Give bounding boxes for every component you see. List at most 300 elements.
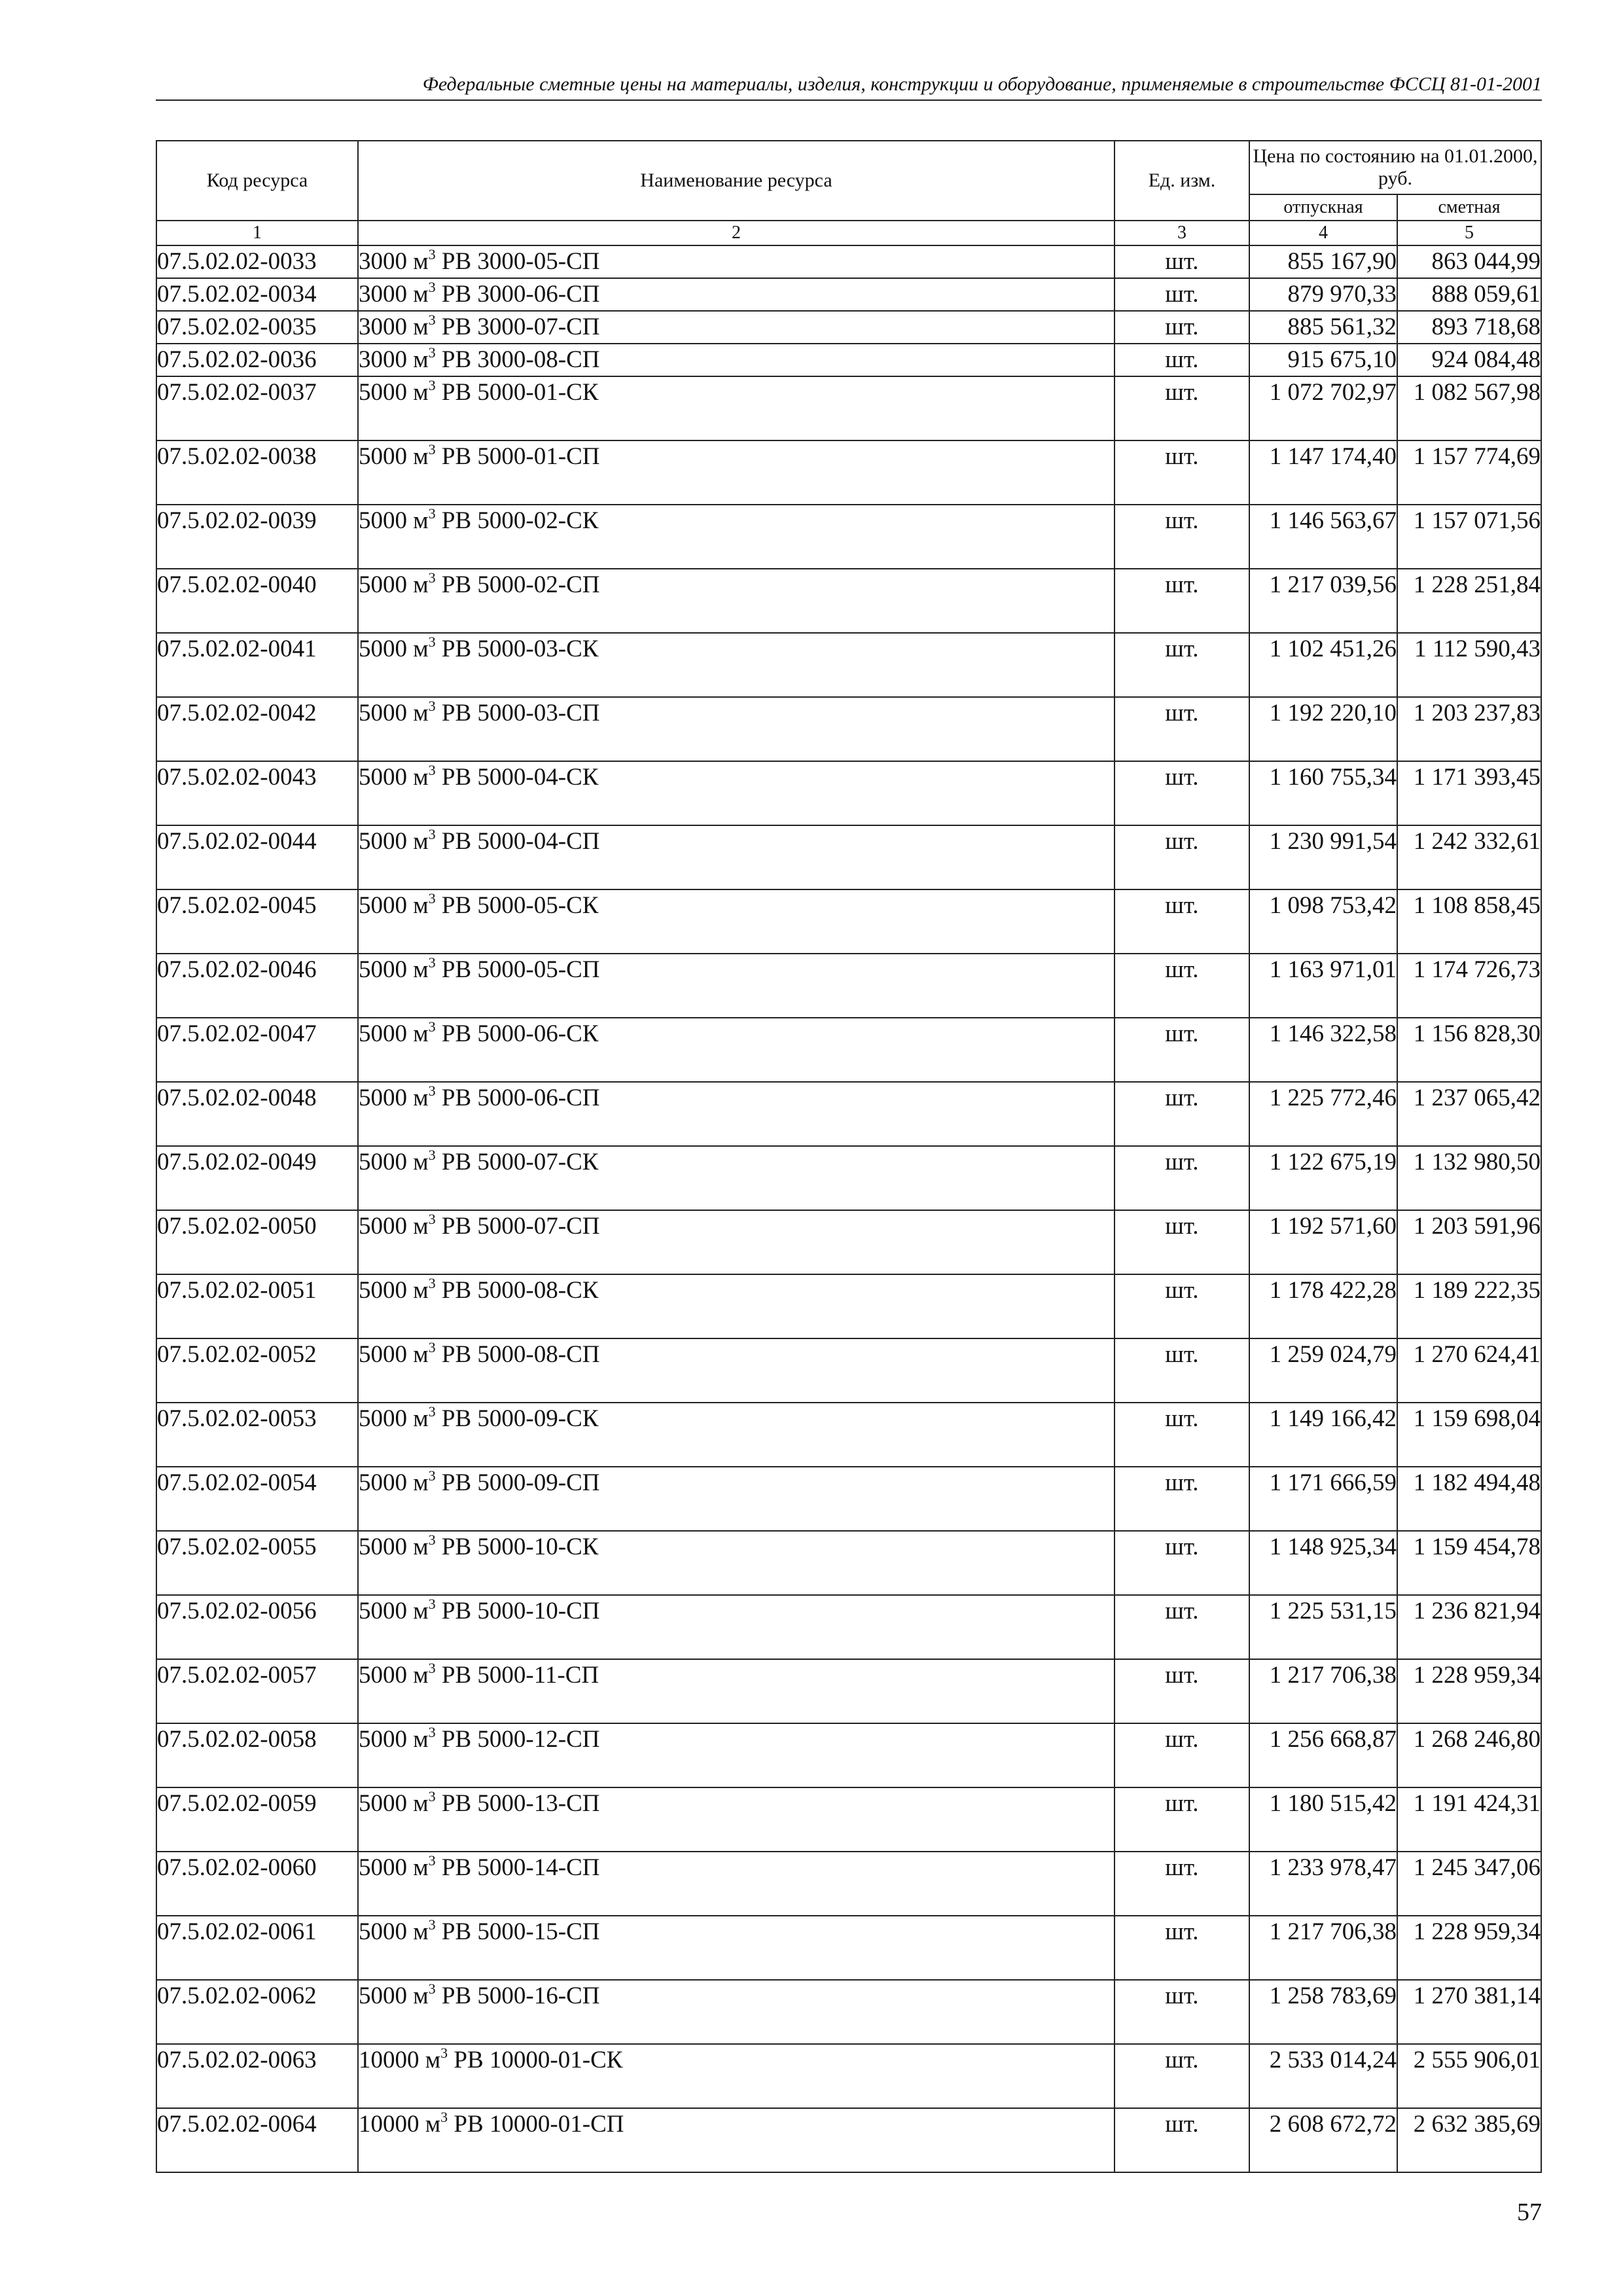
column-number: 3 [1115, 221, 1249, 245]
price-release: 1 072 702,97 [1269, 379, 1397, 406]
price-estimate-cell [1397, 1210, 1541, 1274]
price-estimate-cell [1397, 1338, 1541, 1403]
resource-name [358, 889, 1115, 954]
resource-volume: 5000 м [359, 700, 429, 726]
price-release-cell [1249, 311, 1397, 344]
price-estimate: 1 108 858,45 [1413, 892, 1541, 919]
price-estimate-cell [1397, 440, 1541, 505]
price-release: 1 180 515,42 [1269, 1790, 1397, 1817]
resource-volume: 5000 м [359, 571, 429, 598]
header-price-release: отпускная [1249, 194, 1397, 221]
price-release-cell [1249, 2044, 1397, 2108]
resource-mark: РВ 3000-07-СП [435, 314, 600, 340]
unit-of-measure: шт. [1115, 1274, 1249, 1338]
price-release-cell [1249, 245, 1397, 278]
table-row [156, 278, 1541, 311]
price-release-cell [1249, 505, 1397, 569]
resource-code: 07.5.02.02-0039 [156, 505, 358, 569]
price-estimate-cell [1397, 1403, 1541, 1467]
resource-mark: РВ 5000-08-СП [435, 1341, 600, 1368]
resource-name [358, 278, 1115, 311]
table-row [156, 889, 1541, 954]
resource-code: 07.5.02.02-0047 [156, 1018, 358, 1082]
price-release-cell [1249, 1210, 1397, 1274]
price-release: 1 258 783,69 [1269, 1982, 1397, 2009]
price-release-cell [1249, 697, 1397, 761]
unit-of-measure: шт. [1115, 311, 1249, 344]
unit-of-measure: шт. [1115, 505, 1249, 569]
unit-exponent: 3 [428, 1275, 436, 1291]
price-estimate-cell [1397, 1018, 1541, 1082]
price-release-cell [1249, 889, 1397, 954]
unit-of-measure: шт. [1115, 569, 1249, 633]
table-row [156, 954, 1541, 1018]
price-release: 1 225 531,15 [1269, 1598, 1397, 1624]
price-estimate-cell [1397, 1146, 1541, 1210]
price-release-cell [1249, 1787, 1397, 1852]
resource-name [358, 697, 1115, 761]
resource-mark: РВ 10000-01-СК [448, 2047, 623, 2073]
price-table [156, 140, 1542, 2173]
price-estimate-cell [1397, 278, 1541, 311]
price-release-cell [1249, 761, 1397, 825]
table-row [156, 311, 1541, 344]
price-release: 1 178 422,28 [1269, 1277, 1397, 1304]
unit-of-measure: шт. [1115, 1852, 1249, 1916]
unit-exponent: 3 [428, 1018, 436, 1035]
unit-of-measure: шт. [1115, 825, 1249, 889]
resource-mark: РВ 5000-08-СК [435, 1277, 599, 1304]
resource-code: 07.5.02.02-0044 [156, 825, 358, 889]
price-release-cell [1249, 1467, 1397, 1531]
column-number: 5 [1397, 221, 1541, 245]
resource-code: 07.5.02.02-0038 [156, 440, 358, 505]
table-row [156, 2044, 1541, 2108]
resource-name [358, 1403, 1115, 1467]
unit-of-measure: шт. [1115, 1595, 1249, 1659]
unit-exponent: 3 [428, 1981, 436, 1997]
price-release: 1 149 166,42 [1269, 1405, 1397, 1432]
resource-code: 07.5.02.02-0063 [156, 2044, 358, 2108]
price-release-cell [1249, 1852, 1397, 1916]
resource-name [358, 245, 1115, 278]
price-estimate-cell [1397, 633, 1541, 697]
unit-of-measure: шт. [1115, 376, 1249, 440]
unit-exponent: 3 [428, 1339, 436, 1355]
header-name: Наименование ресурса [358, 141, 1115, 221]
unit-exponent: 3 [428, 441, 436, 457]
price-estimate-cell [1397, 245, 1541, 278]
resource-mark: РВ 5000-06-СК [435, 1020, 599, 1047]
resource-name [358, 1723, 1115, 1787]
resource-mark: РВ 5000-13-СП [435, 1790, 600, 1817]
unit-of-measure: шт. [1115, 2044, 1249, 2108]
unit-exponent: 3 [428, 1403, 436, 1420]
price-release-cell [1249, 344, 1397, 376]
price-release-cell [1249, 1082, 1397, 1146]
resource-mark: РВ 5000-14-СП [435, 1854, 600, 1881]
resource-name [358, 825, 1115, 889]
unit-of-measure: шт. [1115, 1787, 1249, 1852]
unit-of-measure: шт. [1115, 761, 1249, 825]
price-estimate: 1 203 591,96 [1413, 1213, 1541, 1240]
price-estimate-cell [1397, 2044, 1541, 2108]
resource-code: 07.5.02.02-0057 [156, 1659, 358, 1723]
resource-mark: РВ 5000-09-СП [435, 1469, 600, 1496]
price-release-cell [1249, 1723, 1397, 1787]
resource-volume: 5000 м [359, 1726, 429, 1753]
table-row [156, 1467, 1541, 1531]
resource-name [358, 1338, 1115, 1403]
resource-name [358, 569, 1115, 633]
price-estimate: 1 242 332,61 [1413, 828, 1541, 855]
price-estimate: 924 084,48 [1431, 346, 1541, 373]
price-release: 915 675,10 [1287, 346, 1397, 373]
price-release: 879 970,33 [1287, 281, 1397, 308]
unit-exponent: 3 [428, 762, 436, 778]
resource-code: 07.5.02.02-0041 [156, 633, 358, 697]
unit-exponent: 3 [428, 1532, 436, 1548]
resource-name [358, 344, 1115, 376]
resource-volume: 5000 м [359, 1982, 429, 2009]
table-row [156, 440, 1541, 505]
resource-name [358, 1852, 1115, 1916]
table-row [156, 1018, 1541, 1082]
resource-mark: РВ 5000-16-СП [435, 1982, 600, 2009]
resource-volume: 5000 м [359, 1854, 429, 1881]
running-header: Федеральные сметные цены на материалы, изделия, конструкции и оборудование, применяемые в строительстве ФССЦ 81-01-2001 [156, 73, 1542, 101]
price-release: 1 230 991,54 [1269, 828, 1397, 855]
price-estimate-cell [1397, 344, 1541, 376]
unit-exponent: 3 [440, 2109, 448, 2125]
page-number: 57 [1517, 2198, 1542, 2226]
price-release: 1 098 753,42 [1269, 892, 1397, 919]
unit-exponent: 3 [428, 1083, 436, 1099]
unit-exponent: 3 [428, 1467, 436, 1484]
resource-name [358, 1595, 1115, 1659]
table-row [156, 1852, 1541, 1916]
resource-code: 07.5.02.02-0052 [156, 1338, 358, 1403]
price-estimate-cell [1397, 1595, 1541, 1659]
price-release-cell [1249, 1659, 1397, 1723]
resource-code: 07.5.02.02-0033 [156, 245, 358, 278]
resource-volume: 3000 м [359, 346, 429, 373]
unit-exponent: 3 [428, 954, 436, 971]
resource-volume: 5000 м [359, 1277, 429, 1304]
resource-volume: 5000 м [359, 443, 429, 470]
price-release: 1 217 706,38 [1269, 1918, 1397, 1945]
price-estimate: 1 132 980,50 [1413, 1149, 1541, 1175]
unit-of-measure: шт. [1115, 344, 1249, 376]
resource-name [358, 1531, 1115, 1595]
price-estimate: 863 044,99 [1431, 248, 1541, 275]
resource-mark: РВ 5000-01-СК [435, 379, 599, 406]
unit-of-measure: шт. [1115, 1403, 1249, 1467]
resource-mark: РВ 5000-06-СП [435, 1085, 600, 1111]
resource-code: 07.5.02.02-0056 [156, 1595, 358, 1659]
price-estimate-cell [1397, 1531, 1541, 1595]
header-price-group: Цена по состоянию на 01.01.2000, руб. [1249, 141, 1541, 194]
resource-name [358, 1210, 1115, 1274]
resource-volume: 5000 м [359, 1469, 429, 1496]
price-estimate: 1 171 393,45 [1413, 764, 1541, 791]
resource-volume: 5000 м [359, 1405, 429, 1432]
resource-volume: 5000 м [359, 956, 429, 983]
unit-of-measure: шт. [1115, 1018, 1249, 1082]
resource-name [358, 1980, 1115, 2044]
price-estimate-cell [1397, 311, 1541, 344]
resource-mark: РВ 5000-03-СП [435, 700, 600, 726]
unit-exponent: 3 [428, 377, 436, 393]
price-release: 1 259 024,79 [1269, 1341, 1397, 1368]
resource-code: 07.5.02.02-0046 [156, 954, 358, 1018]
price-estimate-cell [1397, 761, 1541, 825]
price-release: 1 160 755,34 [1269, 764, 1397, 791]
price-estimate: 2 632 385,69 [1413, 2111, 1541, 2138]
resource-code: 07.5.02.02-0036 [156, 344, 358, 376]
resource-name [358, 761, 1115, 825]
price-release-cell [1249, 1403, 1397, 1467]
resource-mark: РВ 3000-06-СП [435, 281, 600, 308]
table-row [156, 569, 1541, 633]
price-estimate-cell [1397, 1082, 1541, 1146]
header-price-estimate: сметная [1397, 194, 1541, 221]
price-release-cell [1249, 2108, 1397, 2172]
resource-code: 07.5.02.02-0050 [156, 1210, 358, 1274]
table-row [156, 1531, 1541, 1595]
resource-code: 07.5.02.02-0045 [156, 889, 358, 954]
table-row [156, 1146, 1541, 1210]
unit-exponent: 3 [428, 279, 436, 295]
resource-name [358, 633, 1115, 697]
resource-mark: РВ 5000-07-СК [435, 1149, 599, 1175]
resource-mark: РВ 5000-02-СК [435, 507, 599, 534]
unit-exponent: 3 [428, 698, 436, 714]
resource-name [358, 1916, 1115, 1980]
unit-exponent: 3 [428, 890, 436, 906]
unit-exponent: 3 [428, 1788, 436, 1804]
price-estimate-cell [1397, 954, 1541, 1018]
unit-exponent: 3 [428, 1916, 436, 1933]
column-number: 2 [358, 221, 1115, 245]
price-release: 1 225 772,46 [1269, 1085, 1397, 1111]
price-estimate: 1 236 821,94 [1413, 1598, 1541, 1624]
table-row [156, 245, 1541, 278]
price-release: 1 146 322,58 [1269, 1020, 1397, 1047]
price-estimate: 1 174 726,73 [1413, 956, 1541, 983]
resource-volume: 5000 м [359, 636, 429, 662]
resource-name [358, 311, 1115, 344]
resource-code: 07.5.02.02-0061 [156, 1916, 358, 1980]
header-unit: Ед. изм. [1115, 141, 1249, 221]
price-release: 855 167,90 [1287, 248, 1397, 275]
resource-volume: 5000 м [359, 1534, 429, 1560]
resource-code: 07.5.02.02-0054 [156, 1467, 358, 1531]
resource-volume: 5000 м [359, 507, 429, 534]
resource-mark: РВ 5000-05-СК [435, 892, 599, 919]
resource-mark: РВ 5000-12-СП [435, 1726, 600, 1753]
price-estimate: 1 082 567,98 [1413, 379, 1541, 406]
price-estimate: 1 191 424,31 [1413, 1790, 1541, 1817]
unit-of-measure: шт. [1115, 278, 1249, 311]
unit-of-measure: шт. [1115, 1980, 1249, 2044]
price-estimate: 1 157 774,69 [1413, 443, 1541, 470]
resource-code: 07.5.02.02-0040 [156, 569, 358, 633]
unit-exponent: 3 [428, 505, 436, 522]
resource-code: 07.5.02.02-0064 [156, 2108, 358, 2172]
table-row [156, 761, 1541, 825]
price-estimate: 1 245 347,06 [1413, 1854, 1541, 1881]
price-release-cell [1249, 278, 1397, 311]
unit-exponent: 3 [428, 826, 436, 842]
resource-code: 07.5.02.02-0060 [156, 1852, 358, 1916]
table-row [156, 376, 1541, 440]
resource-mark: РВ 5000-05-СП [435, 956, 600, 983]
table-row [156, 1723, 1541, 1787]
column-number: 1 [156, 221, 358, 245]
resource-volume: 5000 м [359, 1598, 429, 1624]
resource-mark: РВ 5000-15-СП [435, 1918, 600, 1945]
resource-mark: РВ 5000-11-СП [435, 1662, 599, 1689]
resource-mark: РВ 5000-04-СК [435, 764, 599, 791]
resource-name [358, 1787, 1115, 1852]
resource-mark: РВ 5000-10-СП [435, 1598, 600, 1624]
table-row [156, 1274, 1541, 1338]
price-estimate: 1 203 237,83 [1413, 700, 1541, 726]
table-row [156, 1210, 1541, 1274]
price-estimate-cell [1397, 1274, 1541, 1338]
unit-exponent: 3 [428, 1211, 436, 1227]
resource-name [358, 1467, 1115, 1531]
price-estimate-cell [1397, 1787, 1541, 1852]
table-row [156, 1787, 1541, 1852]
table-row [156, 505, 1541, 569]
resource-mark: РВ 5000-04-СП [435, 828, 600, 855]
unit-of-measure: шт. [1115, 2108, 1249, 2172]
resource-name [358, 376, 1115, 440]
resource-code: 07.5.02.02-0058 [156, 1723, 358, 1787]
resource-code: 07.5.02.02-0037 [156, 376, 358, 440]
unit-of-measure: шт. [1115, 1082, 1249, 1146]
resource-code: 07.5.02.02-0042 [156, 697, 358, 761]
price-estimate-cell [1397, 1980, 1541, 2044]
table-row [156, 2108, 1541, 2172]
unit-of-measure: шт. [1115, 440, 1249, 505]
unit-of-measure: шт. [1115, 1210, 1249, 1274]
price-release: 1 256 668,87 [1269, 1726, 1397, 1753]
resource-volume: 3000 м [359, 314, 429, 340]
unit-of-measure: шт. [1115, 1338, 1249, 1403]
table-row [156, 1338, 1541, 1403]
table-row [156, 697, 1541, 761]
resource-volume: 5000 м [359, 1020, 429, 1047]
unit-exponent: 3 [428, 344, 436, 361]
unit-of-measure: шт. [1115, 697, 1249, 761]
table-row [156, 1980, 1541, 2044]
table-row [156, 1403, 1541, 1467]
price-release-cell [1249, 376, 1397, 440]
price-estimate-cell [1397, 376, 1541, 440]
price-release: 1 102 451,26 [1269, 636, 1397, 662]
table-row [156, 1659, 1541, 1723]
resource-volume: 5000 м [359, 764, 429, 791]
price-release-cell [1249, 1274, 1397, 1338]
resource-mark: РВ 10000-01-СП [448, 2111, 624, 2138]
price-release: 1 217 706,38 [1269, 1662, 1397, 1689]
resource-volume: 10000 м [359, 2111, 441, 2138]
resource-volume: 5000 м [359, 1149, 429, 1175]
resource-mark: РВ 3000-05-СП [435, 248, 600, 275]
price-estimate-cell [1397, 1467, 1541, 1531]
price-estimate-cell [1397, 1659, 1541, 1723]
price-release-cell [1249, 440, 1397, 505]
unit-of-measure: шт. [1115, 889, 1249, 954]
price-estimate: 1 112 590,43 [1414, 636, 1541, 662]
resource-volume: 3000 м [359, 248, 429, 275]
price-estimate: 2 555 906,01 [1413, 2047, 1541, 2073]
price-release-cell [1249, 1146, 1397, 1210]
price-estimate: 1 237 065,42 [1413, 1085, 1541, 1111]
unit-of-measure: шт. [1115, 245, 1249, 278]
unit-exponent: 3 [428, 1660, 436, 1676]
resource-name [358, 440, 1115, 505]
price-estimate: 1 159 454,78 [1413, 1534, 1541, 1560]
unit-exponent: 3 [428, 1724, 436, 1740]
resource-code: 07.5.02.02-0051 [156, 1274, 358, 1338]
price-estimate-cell [1397, 825, 1541, 889]
price-release-cell [1249, 954, 1397, 1018]
price-release-cell [1249, 1338, 1397, 1403]
unit-of-measure: шт. [1115, 1916, 1249, 1980]
resource-code: 07.5.02.02-0049 [156, 1146, 358, 1210]
resource-mark: РВ 3000-08-СП [435, 346, 600, 373]
unit-exponent: 3 [428, 1852, 436, 1869]
unit-exponent: 3 [428, 312, 436, 328]
price-estimate-cell [1397, 505, 1541, 569]
resource-volume: 5000 м [359, 1918, 429, 1945]
price-release-cell [1249, 825, 1397, 889]
price-estimate: 1 270 381,14 [1413, 1982, 1541, 2009]
resource-volume: 5000 м [359, 1085, 429, 1111]
resource-name [358, 505, 1115, 569]
header-code: Код ресурса [156, 141, 358, 221]
price-estimate-cell [1397, 697, 1541, 761]
resource-name [358, 1274, 1115, 1338]
unit-of-measure: шт. [1115, 954, 1249, 1018]
resource-volume: 5000 м [359, 1790, 429, 1817]
resource-name [358, 2108, 1115, 2172]
resource-name [358, 2044, 1115, 2108]
unit-exponent: 3 [428, 1147, 436, 1163]
resource-volume: 5000 м [359, 1341, 429, 1368]
unit-of-measure: шт. [1115, 633, 1249, 697]
price-estimate: 1 228 959,34 [1413, 1918, 1541, 1945]
unit-of-measure: шт. [1115, 1723, 1249, 1787]
unit-of-measure: шт. [1115, 1467, 1249, 1531]
table-row [156, 344, 1541, 376]
price-estimate: 1 159 698,04 [1413, 1405, 1541, 1432]
price-release-cell [1249, 569, 1397, 633]
resource-volume: 3000 м [359, 281, 429, 308]
price-release: 2 533 014,24 [1269, 2047, 1397, 2073]
resource-name [358, 1659, 1115, 1723]
resource-mark: РВ 5000-02-СП [435, 571, 600, 598]
resource-code: 07.5.02.02-0035 [156, 311, 358, 344]
price-release-cell [1249, 1916, 1397, 1980]
resource-volume: 5000 м [359, 828, 429, 855]
price-release: 885 561,32 [1287, 314, 1397, 340]
price-estimate: 1 182 494,48 [1413, 1469, 1541, 1496]
